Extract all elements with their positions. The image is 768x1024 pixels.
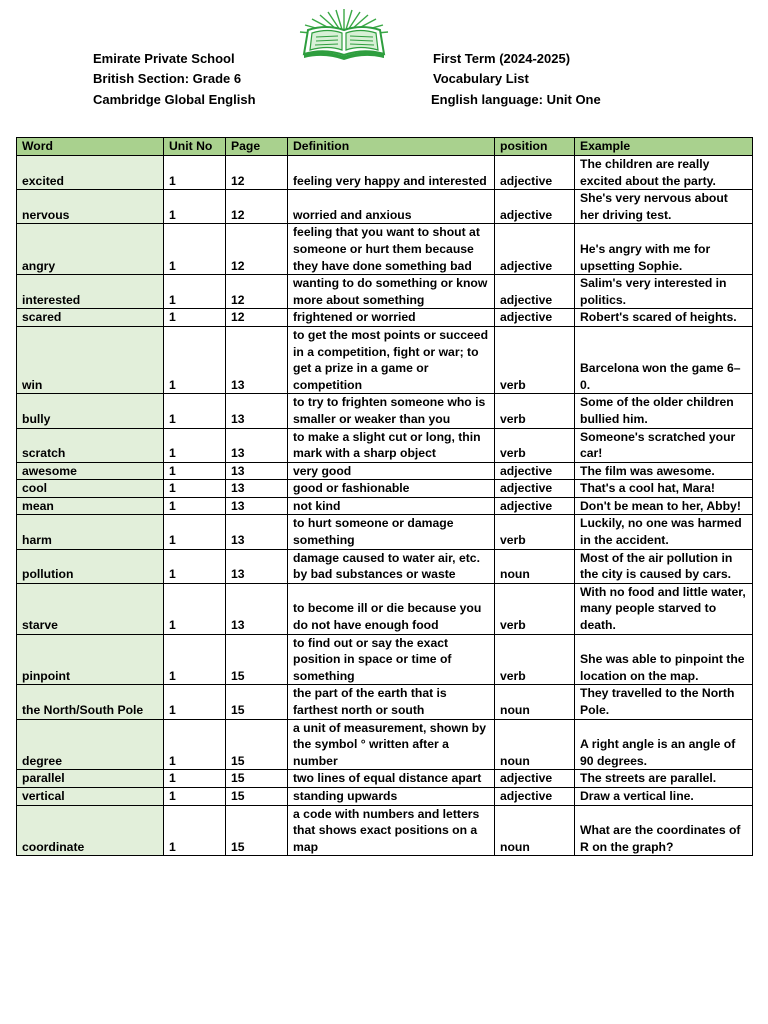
table-cell-example: The children are really excited about the party. [575, 156, 753, 190]
table-cell-definition: to try to frighten someone who is smaller or weaker than you [288, 394, 495, 428]
header-word: Word [17, 138, 164, 156]
term-label: First Term (2024-2025) [433, 51, 571, 66]
table-cell-definition: to get the most points or succeed in a competition, fight or war; to get a prize in a game or competition [288, 326, 495, 393]
table-cell-page: 12 [226, 224, 288, 275]
table-row [17, 326, 753, 393]
table-cell-position: adjective [495, 462, 575, 480]
table-row [17, 275, 753, 309]
table-cell-example: What are the coordinates of R on the graph? [575, 805, 753, 856]
table-cell-position: adjective [495, 156, 575, 190]
table-cell-example: That's a cool hat, Mara! [575, 480, 753, 498]
table-cell-unit: 1 [164, 326, 226, 393]
header-definition: Definition [288, 138, 495, 156]
table-row [17, 634, 753, 685]
table-row [17, 497, 753, 515]
table-row [17, 480, 753, 498]
table-cell-word: parallel [17, 770, 164, 788]
table-cell-unit: 1 [164, 685, 226, 719]
table-cell-page: 15 [226, 805, 288, 856]
table-cell-page: 12 [226, 190, 288, 224]
table-cell-unit: 1 [164, 549, 226, 583]
table-cell-position: verb [495, 583, 575, 634]
table-cell-example: Someone's scratched your car! [575, 428, 753, 462]
table-cell-page: 12 [226, 156, 288, 190]
table-cell-example: They travelled to the North Pole. [575, 685, 753, 719]
table-row [17, 156, 753, 190]
table-cell-definition: very good [288, 462, 495, 480]
table-row [17, 462, 753, 480]
table-cell-position: adjective [495, 224, 575, 275]
table-cell-definition: damage caused to water air, etc. by bad substances or waste [288, 549, 495, 583]
table-cell-unit: 1 [164, 462, 226, 480]
table-cell-definition: standing upwards [288, 787, 495, 805]
table-cell-definition: to find out or say the exact position in space or time of something [288, 634, 495, 685]
header-unit-no: Unit No [164, 138, 226, 156]
table-cell-definition: feeling that you want to shout at someone or hurt them because they have done something bad [288, 224, 495, 275]
table-cell-page: 13 [226, 326, 288, 393]
table-cell-unit: 1 [164, 190, 226, 224]
table-cell-page: 13 [226, 583, 288, 634]
table-row [17, 787, 753, 805]
table-cell-word: excited [17, 156, 164, 190]
table-cell-unit: 1 [164, 497, 226, 515]
table-cell-position: verb [495, 515, 575, 549]
header-position: position [495, 138, 575, 156]
table-cell-page: 15 [226, 634, 288, 685]
table-cell-word: harm [17, 515, 164, 549]
table-cell-example: He's angry with me for upsetting Sophie. [575, 224, 753, 275]
table-cell-unit: 1 [164, 480, 226, 498]
table-cell-definition: good or fashionable [288, 480, 495, 498]
table-cell-page: 13 [226, 480, 288, 498]
table-cell-definition: a code with numbers and letters that shows exact positions on a map [288, 805, 495, 856]
table-cell-word: cool [17, 480, 164, 498]
table-cell-definition: not kind [288, 497, 495, 515]
table-row [17, 770, 753, 788]
table-cell-word: angry [17, 224, 164, 275]
table-cell-word: awesome [17, 462, 164, 480]
table-cell-example: She was able to pinpoint the location on the map. [575, 634, 753, 685]
table-cell-example: Robert's scared of heights. [575, 309, 753, 327]
table-cell-position: verb [495, 326, 575, 393]
table-cell-unit: 1 [164, 515, 226, 549]
table-cell-definition: feeling very happy and interested [288, 156, 495, 190]
table-cell-example: She's very nervous about her driving test. [575, 190, 753, 224]
table-cell-page: 15 [226, 685, 288, 719]
table-cell-position: verb [495, 394, 575, 428]
table-cell-page: 13 [226, 462, 288, 480]
table-row [17, 394, 753, 428]
table-cell-position: noun [495, 719, 575, 770]
table-cell-example: With no food and little water, many people starved to death. [575, 583, 753, 634]
header-page: Page [226, 138, 288, 156]
table-cell-unit: 1 [164, 309, 226, 327]
table-cell-word: starve [17, 583, 164, 634]
table-row [17, 515, 753, 549]
table-cell-definition: frightened or worried [288, 309, 495, 327]
table-cell-page: 12 [226, 309, 288, 327]
table-cell-page: 15 [226, 787, 288, 805]
table-cell-unit: 1 [164, 770, 226, 788]
table-cell-definition: to make a slight cut or long, thin mark with a sharp object [288, 428, 495, 462]
section-grade: British Section: Grade 6 [93, 71, 242, 86]
table-cell-definition: two lines of equal distance apart [288, 770, 495, 788]
table-cell-example: A right angle is an angle of 90 degrees. [575, 719, 753, 770]
table-cell-unit: 1 [164, 275, 226, 309]
table-cell-page: 13 [226, 497, 288, 515]
table-cell-position: noun [495, 685, 575, 719]
table-cell-position: adjective [495, 309, 575, 327]
table-cell-example: Most of the air pollution in the city is caused by cars. [575, 549, 753, 583]
table-cell-position: adjective [495, 770, 575, 788]
vocabulary-table [16, 137, 753, 856]
table-cell-page: 12 [226, 275, 288, 309]
table-row [17, 309, 753, 327]
table-cell-word: the North/South Pole [17, 685, 164, 719]
table-cell-example: Salim's very interested in politics. [575, 275, 753, 309]
school-name: Emirate Private School [93, 51, 235, 66]
table-cell-unit: 1 [164, 719, 226, 770]
table-row [17, 805, 753, 856]
table-cell-position: noun [495, 805, 575, 856]
table-header-row [17, 138, 753, 156]
table-row [17, 190, 753, 224]
table-cell-word: pollution [17, 549, 164, 583]
header-example: Example [575, 138, 753, 156]
table-cell-word: nervous [17, 190, 164, 224]
table-cell-word: mean [17, 497, 164, 515]
table-cell-unit: 1 [164, 583, 226, 634]
table-cell-word: scared [17, 309, 164, 327]
table-cell-page: 13 [226, 428, 288, 462]
table-cell-page: 15 [226, 719, 288, 770]
table-cell-position: adjective [495, 497, 575, 515]
table-cell-word: pinpoint [17, 634, 164, 685]
table-row [17, 583, 753, 634]
unit-label: English language: Unit One [431, 92, 601, 107]
table-row [17, 224, 753, 275]
open-book-logo-icon [298, 8, 390, 62]
table-row [17, 719, 753, 770]
table-cell-unit: 1 [164, 156, 226, 190]
table-cell-position: noun [495, 549, 575, 583]
table-row [17, 549, 753, 583]
table-cell-example: Draw a vertical line. [575, 787, 753, 805]
table-cell-word: win [17, 326, 164, 393]
table-cell-word: degree [17, 719, 164, 770]
curriculum-name: Cambridge Global English [93, 92, 256, 107]
table-cell-example: Barcelona won the game 6–0. [575, 326, 753, 393]
table-cell-position: verb [495, 634, 575, 685]
table-cell-position: adjective [495, 275, 575, 309]
table-cell-position: adjective [495, 190, 575, 224]
table-cell-example: The streets are parallel. [575, 770, 753, 788]
table-cell-definition: wanting to do something or know more about something [288, 275, 495, 309]
table-cell-word: coordinate [17, 805, 164, 856]
table-row [17, 685, 753, 719]
table-cell-position: adjective [495, 480, 575, 498]
table-cell-example: Luckily, no one was harmed in the accident. [575, 515, 753, 549]
table-cell-word: bully [17, 394, 164, 428]
table-cell-definition: a unit of measurement, shown by the symbol ° written after a number [288, 719, 495, 770]
table-cell-example: The film was awesome. [575, 462, 753, 480]
table-cell-unit: 1 [164, 428, 226, 462]
table-cell-position: verb [495, 428, 575, 462]
table-cell-page: 15 [226, 770, 288, 788]
table-cell-unit: 1 [164, 394, 226, 428]
table-cell-page: 13 [226, 549, 288, 583]
table-cell-word: scratch [17, 428, 164, 462]
table-cell-example: Some of the older children bullied him. [575, 394, 753, 428]
table-cell-definition: the part of the earth that is farthest north or south [288, 685, 495, 719]
table-cell-unit: 1 [164, 787, 226, 805]
table-cell-definition: to become ill or die because you do not have enough food [288, 583, 495, 634]
table-cell-definition: worried and anxious [288, 190, 495, 224]
table-cell-definition: to hurt someone or damage something [288, 515, 495, 549]
table-cell-unit: 1 [164, 634, 226, 685]
table-cell-unit: 1 [164, 224, 226, 275]
table-cell-page: 13 [226, 394, 288, 428]
table-cell-word: interested [17, 275, 164, 309]
table-cell-example: Don't be mean to her, Abby! [575, 497, 753, 515]
table-cell-page: 13 [226, 515, 288, 549]
table-cell-unit: 1 [164, 805, 226, 856]
table-row [17, 428, 753, 462]
table-cell-word: vertical [17, 787, 164, 805]
table-cell-position: adjective [495, 787, 575, 805]
list-title: Vocabulary List [433, 71, 529, 86]
